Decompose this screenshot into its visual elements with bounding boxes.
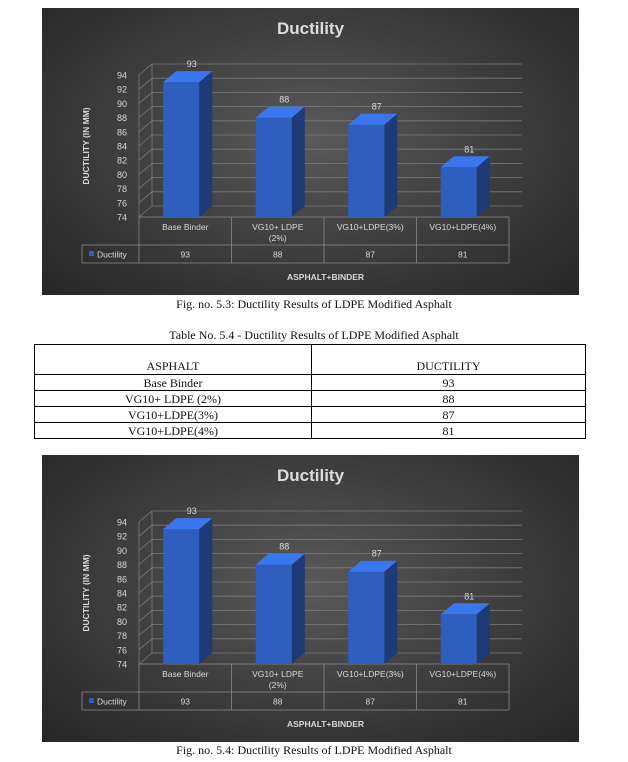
x-category-label: VG10+LDPE(3%) (336, 669, 404, 679)
x-category-label: VG10+ LDPE (2%) (252, 669, 304, 690)
y-tick-label: 92 (116, 84, 127, 95)
x-category-label: VG10+LDPE(4%) (429, 669, 497, 679)
cell-asphalt: VG10+LDPE(4%) (35, 423, 312, 439)
bar-side (384, 114, 397, 217)
cell-ductility: 81 (312, 423, 586, 439)
table-header-row (35, 345, 586, 375)
bar-side (384, 561, 397, 664)
bar-front (163, 82, 199, 217)
y-axis-label: DUCTILITY (IN MM) (81, 554, 91, 632)
y-tick-label: 88 (116, 560, 127, 571)
y-tick-label: 78 (116, 631, 127, 642)
bar (441, 603, 490, 664)
header-ductility: DUCTILITY (312, 345, 586, 375)
chart-2-svg (42, 455, 579, 742)
y-tick-label: 80 (116, 169, 127, 180)
bar-data-label: 81 (464, 591, 475, 602)
bar-side (292, 554, 305, 664)
cell-ductility: 87 (312, 407, 586, 423)
bar-data-label: 88 (279, 94, 290, 105)
y-tick-label: 74 (116, 659, 127, 670)
table-value: 81 (458, 249, 468, 260)
bar-front (256, 565, 292, 664)
bar-data-label: 88 (279, 541, 290, 552)
y-tick-label: 76 (116, 645, 127, 656)
table-row (35, 423, 586, 439)
y-tick-label: 90 (116, 98, 127, 109)
bar (163, 518, 212, 664)
table-title: Table No. 5.4 - Ductility Results of LDPE Modified Asphalt (169, 328, 459, 342)
table-row (35, 375, 586, 391)
table-row (35, 391, 586, 407)
legend-key (89, 698, 94, 703)
y-tick-label: 78 (116, 184, 127, 195)
ductility-table (34, 344, 586, 439)
y-tick-label: 80 (116, 616, 127, 627)
table-value: 87 (365, 249, 375, 260)
bar (348, 114, 397, 217)
table-value: 93 (180, 249, 190, 260)
table-value: 81 (458, 696, 468, 707)
y-tick-label: 76 (116, 198, 127, 209)
bar-data-label: 93 (186, 59, 197, 70)
y-tick-label: 92 (116, 531, 127, 542)
figure-2-caption: Fig. no. 5.4: Ductility Results of LDPE Modified Asphalt (176, 743, 452, 757)
cell-ductility: 93 (312, 375, 586, 391)
bar-front (441, 167, 477, 217)
x-category-label: VG10+ LDPE (2%) (252, 222, 304, 243)
table-value: 88 (273, 249, 283, 260)
y-tick-label: 82 (116, 155, 127, 166)
ductility-chart-1 (42, 8, 579, 295)
cell-asphalt: VG10+ LDPE (2%) (35, 391, 312, 407)
ductility-chart-2 (42, 455, 579, 742)
y-tick-label: 88 (116, 113, 127, 124)
table-value: 88 (273, 696, 283, 707)
bar-side (199, 518, 212, 664)
y-tick-label: 84 (116, 141, 127, 152)
x-category-label: VG10+LDPE(4%) (429, 222, 497, 232)
header-asphalt: ASPHALT (35, 345, 312, 375)
x-category-label: Base Binder (162, 669, 209, 679)
bar-data-label: 87 (371, 548, 382, 559)
bar (348, 561, 397, 664)
y-tick-label: 86 (116, 127, 127, 138)
y-tick-label: 74 (116, 212, 127, 223)
table-value: 87 (365, 696, 375, 707)
y-tick-label: 86 (116, 574, 127, 585)
bar (441, 156, 490, 217)
chart-title: Ductility (276, 19, 345, 38)
bar-side (292, 107, 305, 217)
x-category-label: Base Binder (162, 222, 209, 232)
y-tick-label: 90 (116, 545, 127, 556)
x-axis-label: ASPHALT+BINDER (286, 272, 365, 282)
figure-1-caption: Fig. no. 5.3: Ductility Results of LDPE Modified Asphalt (176, 297, 452, 311)
bar-side (199, 71, 212, 217)
chart-1-svg (42, 8, 579, 295)
cell-ductility: 88 (312, 391, 586, 407)
chart-title: Ductility (276, 466, 345, 485)
bar (256, 107, 305, 217)
bar-front (348, 125, 384, 217)
bar-data-label: 81 (464, 144, 475, 155)
cell-asphalt: VG10+LDPE(3%) (35, 407, 312, 423)
y-tick-label: 82 (116, 602, 127, 613)
table-value: 93 (180, 696, 190, 707)
series-name-label: Ductility (97, 696, 127, 707)
x-axis-label: ASPHALT+BINDER (286, 719, 365, 729)
bar (256, 554, 305, 664)
legend-key (89, 251, 94, 256)
bar-front (163, 529, 199, 664)
table-row (35, 407, 586, 423)
bar-data-label: 93 (186, 506, 197, 517)
bar-front (348, 572, 384, 664)
y-tick-label: 94 (116, 70, 127, 81)
x-category-label: VG10+LDPE(3%) (336, 222, 404, 232)
bar-front (441, 614, 477, 664)
series-name-label: Ductility (97, 249, 127, 260)
bar-data-label: 87 (371, 101, 382, 112)
cell-asphalt: Base Binder (35, 375, 312, 391)
bar (163, 71, 212, 217)
y-tick-label: 84 (116, 588, 127, 599)
y-axis-label: DUCTILITY (IN MM) (81, 107, 91, 185)
bar-front (256, 118, 292, 217)
y-tick-label: 94 (116, 517, 127, 528)
